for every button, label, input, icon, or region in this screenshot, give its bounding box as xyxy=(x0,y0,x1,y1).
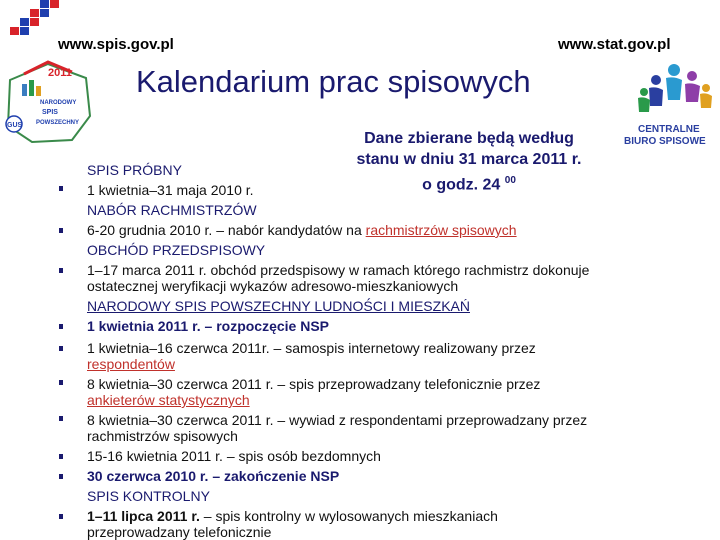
statistical-interviewers-link-text[interactable]: ankieterów statystycznych xyxy=(87,392,250,408)
list-item-phone-census: 8 kwietnia–30 czerwca 2011 r. – spis przeprowadzany telefonicznie przez xyxy=(87,376,541,392)
respondents-link-text[interactable]: respondentów xyxy=(87,356,175,372)
bullet xyxy=(59,324,63,329)
list-item-nsp-end: 30 czerwca 2010 r. – zakończenie NSP xyxy=(87,468,340,484)
callout-time: o godz. 24 xyxy=(422,176,501,194)
list-item-self-census: 1 kwietnia–16 czerwca 2011r. – samospis internetowy realizowany przez xyxy=(87,340,536,356)
statistical-interviewers-link[interactable] xyxy=(87,392,250,408)
callout-line-3 xyxy=(326,170,612,195)
spis-url-link[interactable]: www.spis.gov.pl xyxy=(58,36,174,53)
section-heading-trial: SPIS PRÓBNY xyxy=(87,162,182,178)
cbs-line2: BIURO SPISOWE xyxy=(624,136,706,147)
bullet xyxy=(59,454,63,459)
list-item-interview: 8 kwietnia–30 czerwca 2011 r. – wywiad z respondentami przeprowadzany przez xyxy=(87,412,588,428)
bullet xyxy=(59,228,63,233)
control-text: – spis kontrolny w wylosowanych mieszkaniach xyxy=(199,508,498,524)
section-heading-pre-census: OBCHÓD PRZEDSPISOWY xyxy=(87,242,266,258)
logo-year: 2011 xyxy=(48,67,72,79)
list-item-nsp-start: 1 kwietnia 2011 r. – rozpoczęcie NSP xyxy=(87,318,330,334)
list-item-control xyxy=(87,508,498,524)
gus-badge: GUS xyxy=(7,122,23,129)
bullet xyxy=(59,268,63,273)
control-dates: 1–11 lipca 2011 r. xyxy=(87,508,200,524)
section-heading-nsp: NARODOWY SPIS POWSZECHNY LUDNOŚCI I MIESZKAŃ xyxy=(87,298,470,314)
callout-line-2: stanu w dniu 31 marca 2011 r. xyxy=(356,151,582,168)
cbs-line1: CENTRALNE xyxy=(638,124,700,135)
census-date-callout xyxy=(326,128,612,195)
bullet xyxy=(59,186,63,191)
bullet xyxy=(59,474,63,479)
section-heading-control: SPIS KONTROLNY xyxy=(87,488,210,504)
list-item-interview-cont: rachmistrzów spisowych xyxy=(87,428,238,444)
nsp-2011-logo xyxy=(2,56,94,144)
list-item-pre-census: 1–17 marca 2011 r. obchód przedspisowy w ramach którego rachmistrz dokonuje xyxy=(87,262,590,278)
cbs-logo xyxy=(622,62,720,162)
stat-url-link[interactable]: www.stat.gov.pl xyxy=(558,36,671,53)
callout-line-1: Dane zbierane będą według xyxy=(364,130,574,147)
logo-text-3: POWSZECHNY xyxy=(36,120,80,126)
logo-text-2: SPIS xyxy=(42,109,58,116)
section-heading-recruitment: NABÓR RACHMISTRZÓW xyxy=(87,202,257,218)
list-item-control-cont: przeprowadzany telefonicznie xyxy=(87,524,272,540)
bullet xyxy=(59,346,63,351)
respondents-link[interactable] xyxy=(87,356,175,372)
callout-time-minutes: 00 xyxy=(504,175,516,186)
enumerators-link[interactable]: rachmistrzów spisowych xyxy=(365,222,517,238)
bullet xyxy=(59,380,63,385)
list-item-recruitment xyxy=(87,222,517,238)
list-item-homeless: 15-16 kwietnia 2011 r. – spis osób bezdomnych xyxy=(87,448,381,464)
logo-text-1: NARODOWY xyxy=(40,100,77,106)
bullet xyxy=(59,514,63,519)
corner-squares-decoration xyxy=(0,0,60,40)
list-item-trial: 1 kwietnia–31 maja 2010 r. xyxy=(87,182,254,198)
list-item-pre-census-cont: ostatecznej weryfikacji wykazów adresowo-mieszkaniowych xyxy=(87,278,459,294)
bullet xyxy=(59,416,63,421)
page-title: Kalendarium prac spisowych xyxy=(136,64,531,99)
recruitment-text: 6-20 grudnia 2010 r. – nabór kandydatów na xyxy=(87,222,366,238)
